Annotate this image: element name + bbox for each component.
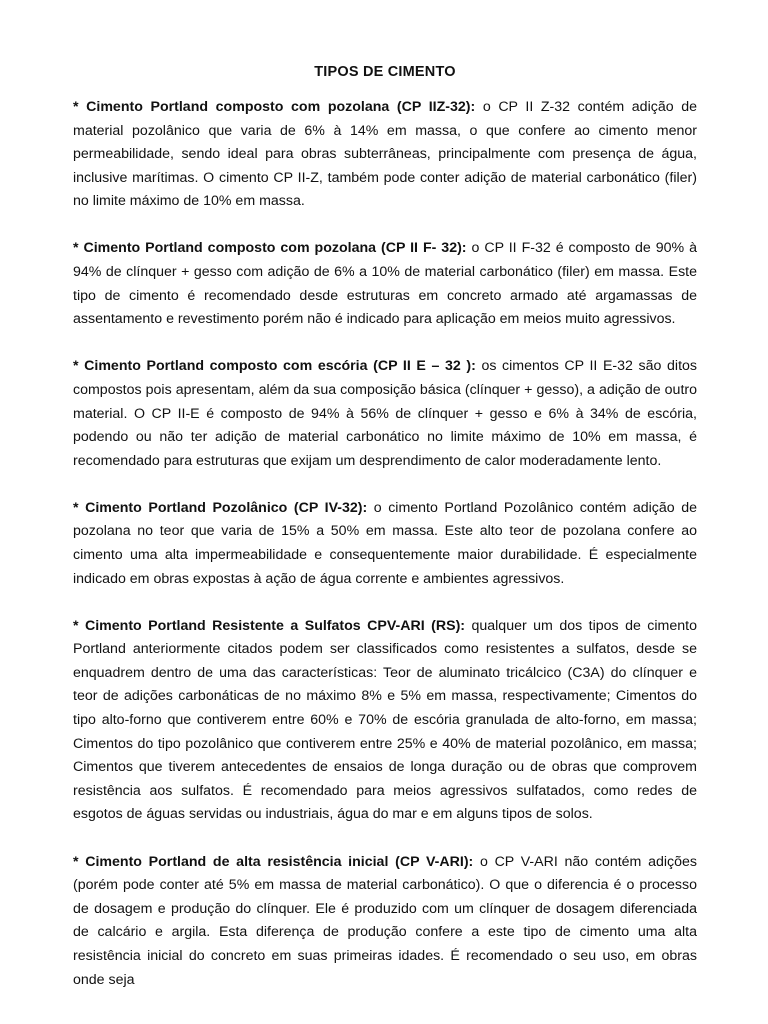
document-title: TIPOS DE CIMENTO xyxy=(314,64,456,80)
paragraph-cp-iv xyxy=(73,497,697,591)
paragraph-rs xyxy=(73,615,697,827)
paragraph-text: o CP II Z-32 contém adição de material pozolânico que varia de 6% à 14% em massa, o que confere ao cimento menor permeabilidade, sendo ideal para obras subterrâneas, principalmente com presença de água, inclusive marítimas. O cimento CP II-Z, também pode conter adição de material carbonático (filer) no limite máximo de 10% em massa. xyxy=(73,99,697,210)
paragraph-text: o CP II F-32 é composto de 90% à 94% de clínquer + gesso com adição de 6% a 10% de material carbonático (filer) em massa. Este tipo de cimento é recomendado desde estruturas em concreto armado até argamassas de assentamento e revestimento porém não é indicado para aplicação em meios muito agressivos. xyxy=(73,240,697,328)
paragraph-heading: * Cimento Portland composto com pozolana (CP IIZ-32): xyxy=(73,99,476,115)
paragraph-heading: * Cimento Portland Resistente a Sulfatos CPV-ARI (RS): xyxy=(73,617,466,634)
paragraph-text: qualquer um dos tipos de cimento Portland anteriormente citados podem ser classificados como resistentes a sulfatos, desde se enquadrem dentro de uma das características: Teor de aluminato tricálcico (C3A) do clínquer e teor de adições carbonáticas de no máximo 8% e 5% em massa, respectivamente; Cimentos do tipo alto-forno que contiverem entre 60% e 70% de escória granulada de alto-forno, em massa; Cimentos do tipo pozolânico que contiverem entre 25% e 40% de material pozolânico, em massa; Cimentos que tiverem antecedentes de ensaios de longa duração ou de obras que comprovem resistência aos sulfatos. É recomendado para meios agressivos sulfatados, como redes de esgotos de águas servidas ou industriais, água do mar e em alguns tipos de solos. xyxy=(73,617,697,823)
paragraph-cp-v-ari xyxy=(73,851,697,993)
document-page xyxy=(73,64,697,1016)
paragraph-text: o CP V-ARI não contém adições (porém pode conter até 5% em massa de material carbonático). O que o diferencia é o processo de dosagem e produção do clínquer. Ele é produzido com um clínquer de dosagem diferenciada de calcário e argila. Esta diferença de produção confere a este tipo de cimento uma alta resistência inicial do concreto em suas primeiras idades. É recomendado o seu uso, em obras onde seja xyxy=(73,853,697,988)
paragraph-heading: * Cimento Portland composto com escória (CP II E – 32 ): xyxy=(73,358,476,375)
paragraph-text: o cimento Portland Pozolânico contém adição de pozolana no teor que varia de 15% a 50% em massa. Este alto teor de pozolana confere ao cimento uma alta impermeabilidade e consequentemente maior durabilidade. É especialmente indicado em obras expostas à ação de água corrente e ambientes agressivos. xyxy=(73,499,697,587)
paragraph-heading: * Cimento Portland Pozolânico (CP IV-32): xyxy=(73,499,368,516)
paragraph-heading: * Cimento Portland de alta resistência inicial (CP V-ARI): xyxy=(73,853,474,870)
paragraph-cp-ii-f xyxy=(73,237,697,331)
paragraph-text: os cimentos CP II E-32 são ditos compostos pois apresentam, além da sua composição básica (clínquer + gesso), a adição de outro material. O CP II-E é composto de 94% à 56% de clínquer + gesso e 6% à 34% de escória, podendo ou não ter adição de material carbonático no limite máximo de 10% em massa, é recomendado para estruturas que exijam um desprendimento de calor moderadamente lento. xyxy=(73,358,698,469)
paragraph-cp-ii-e xyxy=(73,355,697,473)
paragraph-heading: * Cimento Portland composto com pozolana (CP II F- 32): xyxy=(73,240,467,257)
paragraph-cp-ii-z xyxy=(73,96,697,214)
